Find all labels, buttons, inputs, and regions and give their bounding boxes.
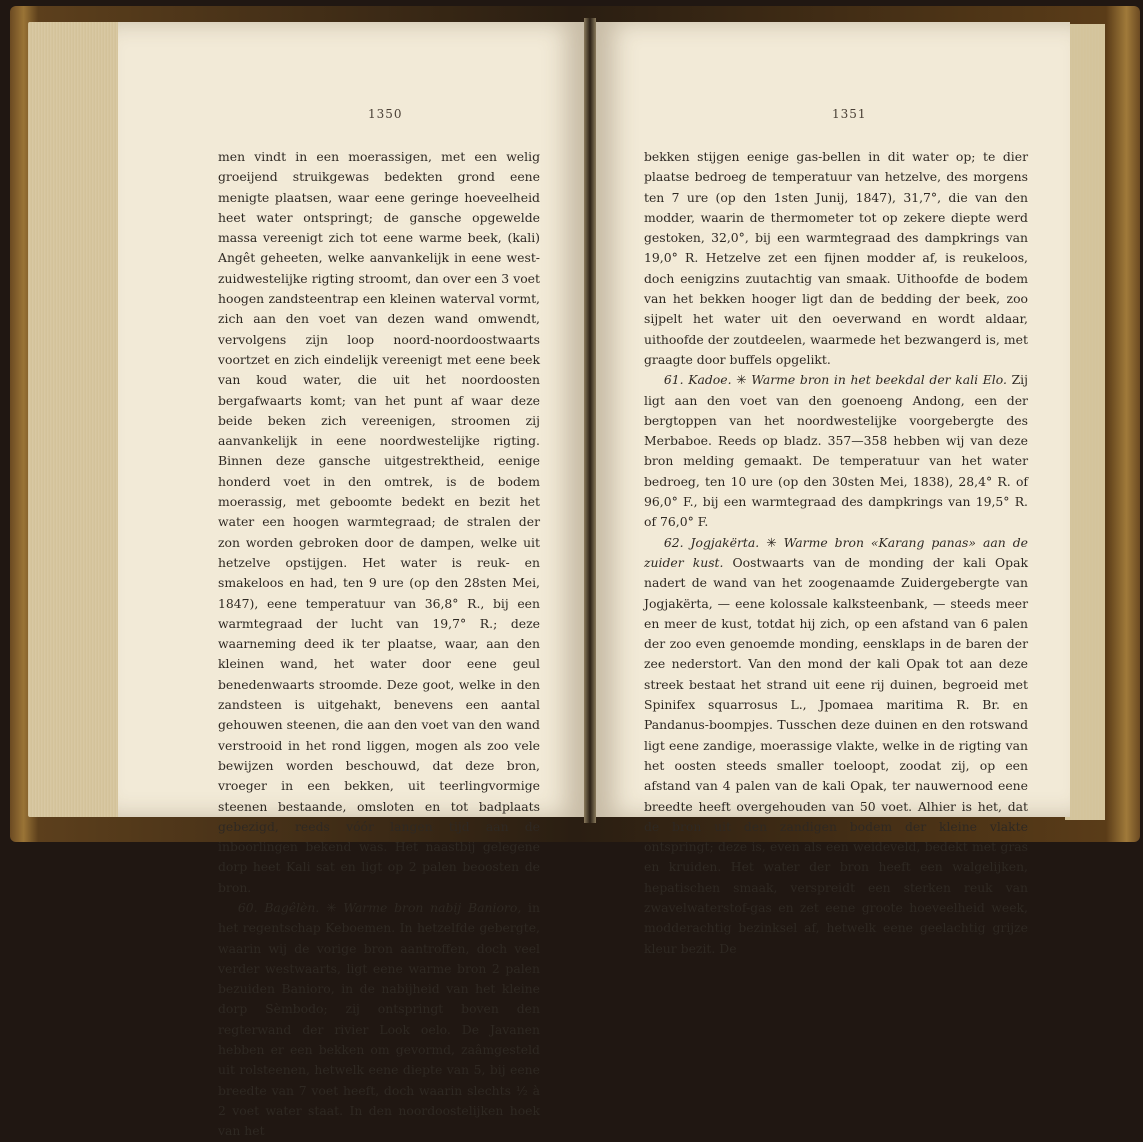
entry-place: Kadoe. [688,372,732,388]
asterisk-icon: ✳ [736,372,747,388]
entry-body: Zij ligt aan den voet van den goenoeng Andong, een der bergtoppen van het noordwestelijke voorgebergte des Merbaboe. Reeds op bladz. 357—358 hebben wij van deze bron melding gemaakt. De temperatuur van het water bedroeg, ten 10 ure (op den 30sten Mei, 1838), 28,4° R. of 96,0° F., bij een warmtegraad des dampkrings van 19,5° R. of 76,0° F. [644,372,1028,530]
paragraph: men vindt in een moerassigen, met een welig groeijend struikgewas bedekten grond eene menigte plaatsen, waar eene geringe hoeveelheid heet water ontspringt; de gansche opgewelde massa vereenigt zich tot eene warme beek, (kali) Angêt geheeten, welke aanvankelijk in eene west-zuidwestelijke rigting stroomt, dan over een 3 voet hoogen zandsteentrap een kleinen waterval vormt, zich aan den voet van dezen wand omwendt, vervolgens zijn loop noord-noordoostwaarts voortzet en zich eindelijk vereenigt met eene beek van koud water, die uit het noordoosten bergafwaarts komt; van het punt af waar deze beide beken zich vereenigen, stroomen zij aanvankelijk in eene noordwestelijke rigting. Binnen deze gansche uitgestrektheid, eenige honderd voet in den omtrek, is de bodem moerassig, met geboomte bedekt en bezit het water een hoogen warmtegraad; de stralen der zon worden gebroken door de dampen, welke uit hetzelve opstijgen. Het water is reuk- en smakeloos en had, ten 9 ure (op den 28sten Mei, 1847), eene temperatuur van 36,8° R., bij een warmtegraad der lucht van 19,7° R.; deze waarneming deed ik ter plaatse, waar, aan den kleinen wand, het water door eene geul benedenwaarts stroomde. Deze goot, welke in den zandsteen is uitgehakt, benevens een aantal gehouwen steenen, die aan den voet van den wand verstrooid in het rond liggen, mogen als zoo vele bewijzen worden beschouwd, dat deze bron, vroeger in een bekken, uit teerlingvormige steenen bestaande, omsloten en tot badplaats gebezigd, reeds vóór langen tijd aan de inboorlingen bekend was. Het naastbij gelegene dorp heet Kali sat en ligt op 2 palen beoosten de bron. [218,149,540,895]
page-edges-right [1065,24,1105,820]
page-number-left: 1350 [368,107,403,121]
right-page [596,22,1070,956]
left-page [118,22,584,1139]
entry-body: in het regentschap Keboemen. In hetzelfde gebergte, waarin wij de vorige bron aantroffen, doch veel verder westwaarts, ligt eene warme bron 2 palen bezuiden Banioro, in de nabijheid van het kleine dorp Sèmbodo; zij ontspringt boven den regterwand der rivier Look oelo. De Javanen hebben er een bekken om gevormd, zaâmgesteld uit rolsteenen, hetwelk eene diepte van 5, bij eene breedte van 7 voet heeft, doch waarin slechts ½ à 2 voet water staat. In den noordoostelijken hoek van het [218,899,540,1139]
asterisk-icon: ✳ [766,534,777,550]
entry-place: Bagêlèn. [264,899,320,915]
entry-place: Jogjakërta. [690,534,760,550]
paragraph: bekken stijgen eenige gas-bellen in dit water op; te dier plaatse bedroeg de temperatuur van hetzelve, des morgens ten 7 ure (op den 1sten Junij, 1847), 31,7°, die van den modder, waarin de thermometer tot op zekere diepte werd gestoken, 32,0°, bij een warmtegraad des dampkrings van 19,0° R. Hetzelve zet een fijnen modder af, is reukeloos, doch eenigzins zuutachtig van smaak. Uithoofde de bodem van het bekken hooger ligt dan de bedding der beek, zoo sijpelt het water uit den oeverwand en wordt aldaar, uithoofde der zoutdeelen, waarmede het bezwangerd is, met graagte door buffels opgelikt. [644,149,1028,367]
entry-61: 61. Kadoe. ✳ Warme bron in het beekdal der kali Elo. Zij ligt aan den voet van den goenoeng Andong, een der bergtoppen van het noordwestelijke voorgebergte des Merbaboe. Reeds op bladz. 357—358 hebben wij van deze bron melding gemaakt. De temperatuur van het water bedroeg, ten 10 ure (op den 30sten Mei, 1838), 28,4° R. of 96,0° F., bij een warmtegraad des dampkrings van 19,5° R. of 76,0° F. [644,372,1028,530]
entry-62: 62. Jogjakërta. ✳ Warme bron «Karang panas» aan de zuider kust. Oostwaarts van de monding der kali Opak nadert de wand van het zoogenaamde Zuidergebergte van Jogjakërta, — eene kolossale kalksteenbank, — steeds meer en meer de kust, totdat hij zich, op een afstand van 6 palen der zoo even genoemde monding, eensklaps in de baren der zee nederstort. Van den mond der kali Opak tot aan deze streek bestaat het strand uit eene rij duinen, begroeid met Spinifex squarrosus L., Jpomaea maritima R. Br. en Pandanus-boompjes. Tusschen deze duinen en den rotswand ligt eene zandige, moerassige vlakte, welke in de rigting van het oosten steeds smaller toeloopt, zoodat zij, op een afstand van 4 palen van de kali Opak, ter nauwernood eene breedte heeft overgehouden van 50 voet. Alhier is het, dat de bron uit den zandigen bodem der kleine vlakte ontspringt; deze is, even als een weideveld, bedekt met gras en kruiden. Het water der bron heeft een walgelijken, hepatischen smaak, verspreidt een sterken reuk van zwavelwaterstof-gas en zet eene groote hoeveelheid week, modderachtig bezinksel af, hetwelk eene geelachtig grijze kleur bezit. De [644,534,1028,956]
entry-title: Warme bron «Karang panas» aan de zuider kust. [644,534,1028,570]
asterisk-icon: ✳ [326,899,337,915]
entry-body: Oostwaarts van de monding der kali Opak nadert de wand van het zoogenaamde Zuidergebergte van Jogjakërta, — eene kolossale kalksteenbank, — steeds meer en meer de kust, totdat hij zich, op een afstand van 6 palen der zoo even genoemde monding, eensklaps in de baren der zee nederstort. Van den mond der kali Opak tot aan deze streek bestaat het strand uit eene rij duinen, begroeid met Spinifex squarrosus L., Jpomaea maritima R. Br. en Pandanus-boompjes. Tusschen deze duinen en den rotswand ligt eene zandige, moerassige vlakte, welke in de rigting van het oosten steeds smaller toeloopt, zoodat zij, op een afstand van 4 palen van de kali Opak, ter nauwernood eene breedte heeft overgehouden van 50 voet. Alhier is het, dat de bron uit den zandigen bodem der kleine vlakte ontspringt; deze is, even als een weideveld, bedekt met gras en kruiden. Het water der bron heeft een walgelijken, hepatischen smaak, verspreidt een sterken reuk van zwavelwaterstof-gas en zet eene groote hoeveelheid week, modderachtig bezinksel af, hetwelk eene geelachtig grijze kleur bezit. De [644,554,1028,956]
book-gutter [584,18,596,823]
right-page-text [644,147,1028,959]
entry-60: 60. Bagêlèn. ✳ Warme bron nabij Banioro, in het regentschap Keboemen. In hetzelfde gebergte, waarin wij de vorige bron aantroffen, doch veel verder westwaarts, ligt eene warme bron 2 palen bezuiden Banioro, in de nabijheid van het kleine dorp Sèmbodo; zij ontspringt boven den regterwand der rivier Look oelo. De Javanen hebben er een bekken om gevormd, zaâmgesteld uit rolsteenen, hetwelk eene diepte van 5, bij eene breedte van 7 voet heeft, doch waarin slechts ½ à 2 voet water staat. In den noordoostelijken hoek van het [218,899,540,1139]
entry-title: Warme bron nabij Banioro, [343,899,522,915]
left-page-text [218,147,540,1142]
page-number-right: 1351 [832,107,867,121]
page-edges-left [28,22,120,817]
entry-title: Warme bron in het beekdal der kali Elo. [751,372,1007,388]
